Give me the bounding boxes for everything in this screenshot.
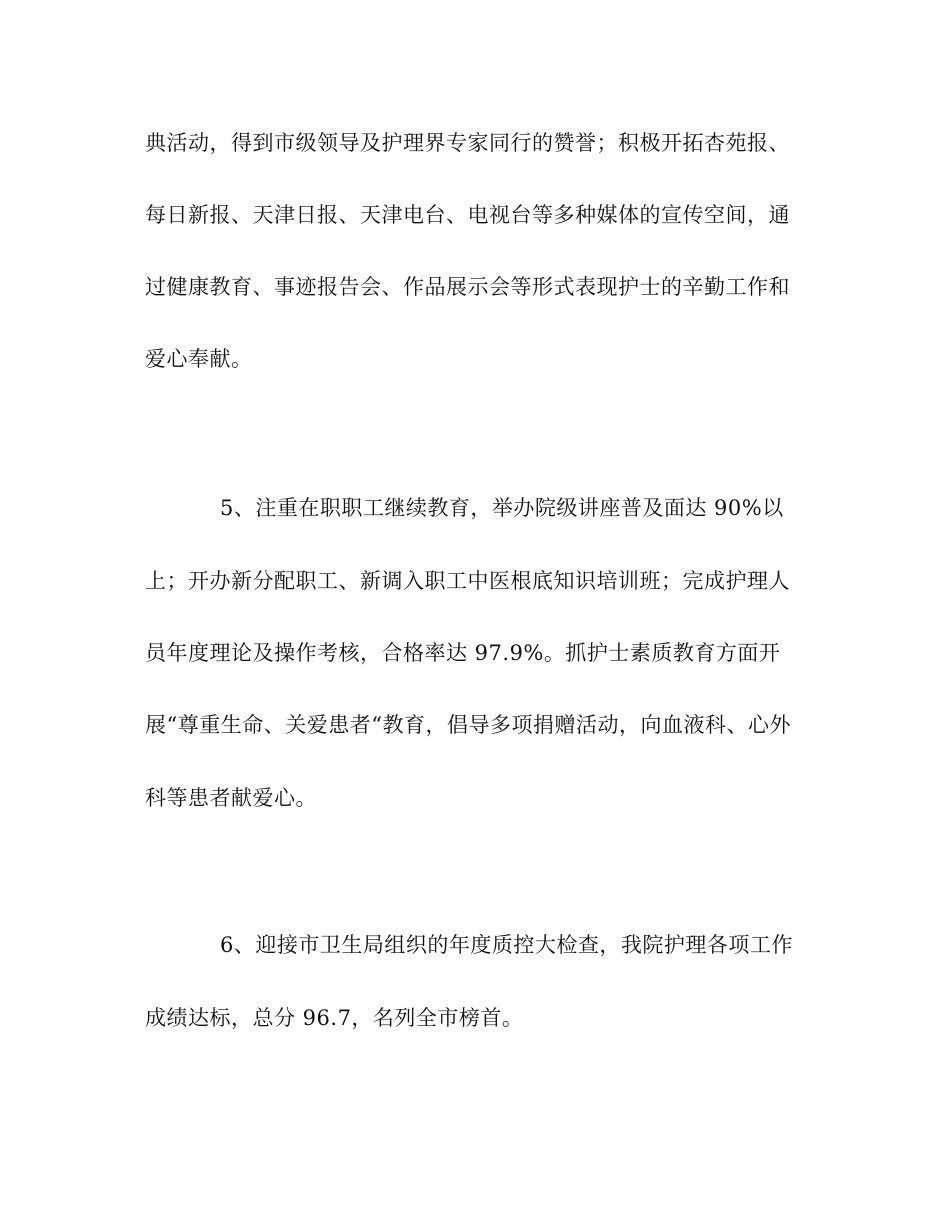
text-line: 成绩达标，总分 96.7，名列全市榜首。 [145,1006,524,1030]
text-line: 上；开办新分配职工、新调入职工中医根底知识培训班；完成护理人 [145,569,790,593]
text-line: 爱心奉献。 [145,347,253,371]
text-line: 每日新报、天津日报、天津电台、电视台等多种媒体的宣传空间，通 [145,203,790,227]
text-line: 展“尊重生命、关爱患者“教育，倡导多项捐赠活动，向血液科、心外 [145,713,791,737]
text-line: 6、迎接市卫生局组织的年度质控大检查，我院护理各项工作 [220,933,793,957]
text-line: 员年度理论及操作考核，合格率达 97.9%。抓护士素质教育方面开 [145,641,781,665]
text-line: 科等患者献爱心。 [145,786,317,810]
text-line: 5、注重在职职工继续教育，举办院级讲座普及面达 90%以 [220,496,784,520]
text-line: 过健康教育、事迹报告会、作品展示会等形式表现护士的辛勤工作和 [145,275,790,299]
text-line: 典活动，得到市级领导及护理界专家同行的赞誉；积极开拓杏苑报、 [145,131,790,155]
